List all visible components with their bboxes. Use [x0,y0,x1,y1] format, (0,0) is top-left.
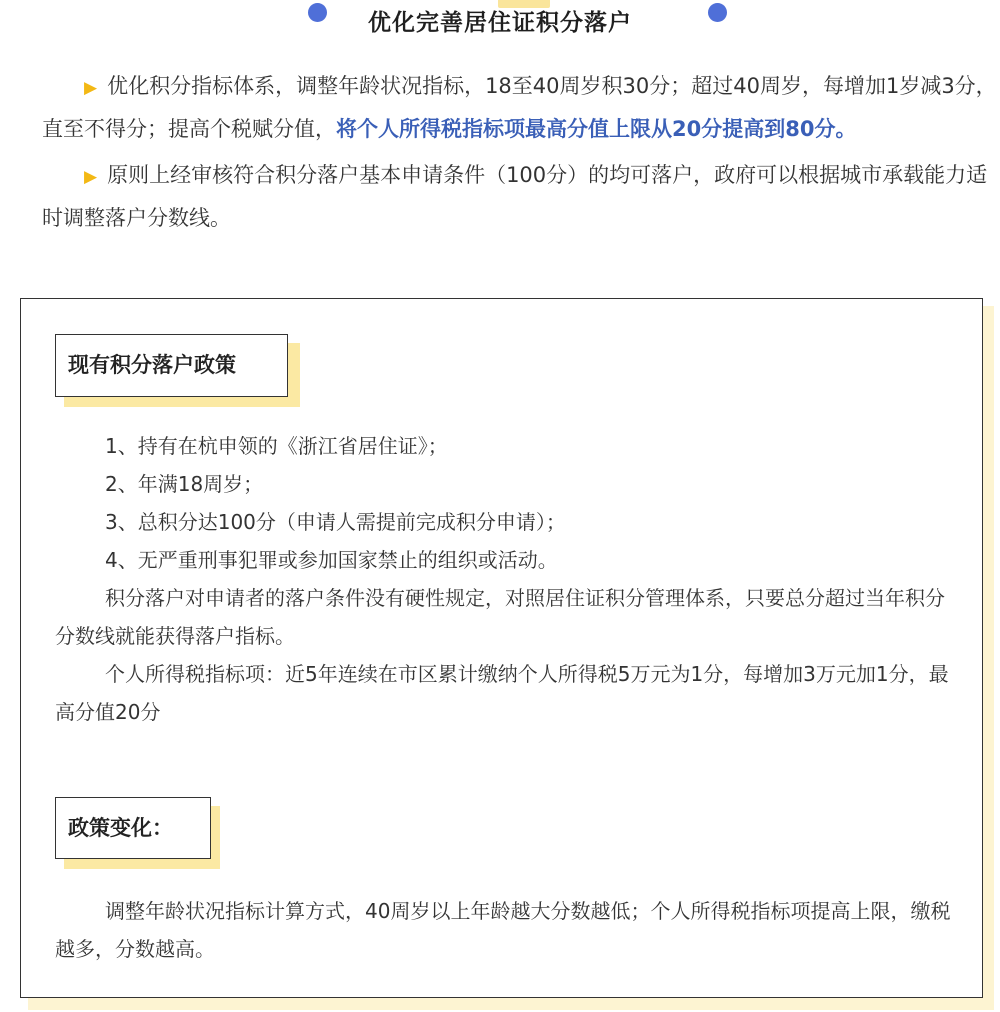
intro-paragraph-2-text: 原则上经审核符合积分落户基本申请条件（100分）的均可落户，政府可以根据城市承载能力适时调整落户分数线。 [42,163,988,230]
policy-item: 1、持有在杭申领的《浙江省居住证》； [105,434,448,458]
triangle-right-icon: ▶ [84,167,98,187]
policy-change-heading: 政策变化： [55,797,211,859]
policy-item: 2、年满18周岁； [105,472,264,496]
intro-paragraph-1 [42,66,997,150]
intro-paragraph-1-text: 优化积分指标体系，调整年龄状况指标，18至40周岁积30分；超过40周岁，每增加1岁减3分，直至不得分；提高个税赋分值， [42,74,997,141]
intro-highlight: 将个人所得税指标项最高分值上限从20分提高到80分。 [336,117,857,141]
policy-change-content [55,892,960,968]
section-title: 优化完善居住证积分落户 [368,10,632,36]
policy-paragraph-2: 个人所得税指标项：近5年连续在市区累计缴纳个人所得税5万元为1分，每增加3万元加1分，最高分值20分 [55,662,949,724]
policy-change-text: 调整年龄状况指标计算方式，40周岁以上年龄越大分数越低；个人所得税指标项提高上限，缴税越多，分数越高。 [55,899,951,961]
policy-item: 3、总积分达100分（申请人需提前完成积分申请）； [105,510,566,534]
intro-text [42,66,997,239]
intro-paragraph-2 [42,155,997,239]
policy-paragraph-1: 积分落户对申请者的落户条件没有硬性规定，对照居住证积分管理体系，只要总分超过当年积分分数线就能获得落户指标。 [55,586,945,648]
existing-policy-content [55,427,960,731]
section-header [0,0,1000,44]
policy-item: 4、无严重刑事犯罪或参加国家禁止的组织或活动。 [105,548,558,572]
existing-policy-heading: 现有积分落户政策 [55,334,288,397]
triangle-right-icon: ▶ [84,78,98,98]
